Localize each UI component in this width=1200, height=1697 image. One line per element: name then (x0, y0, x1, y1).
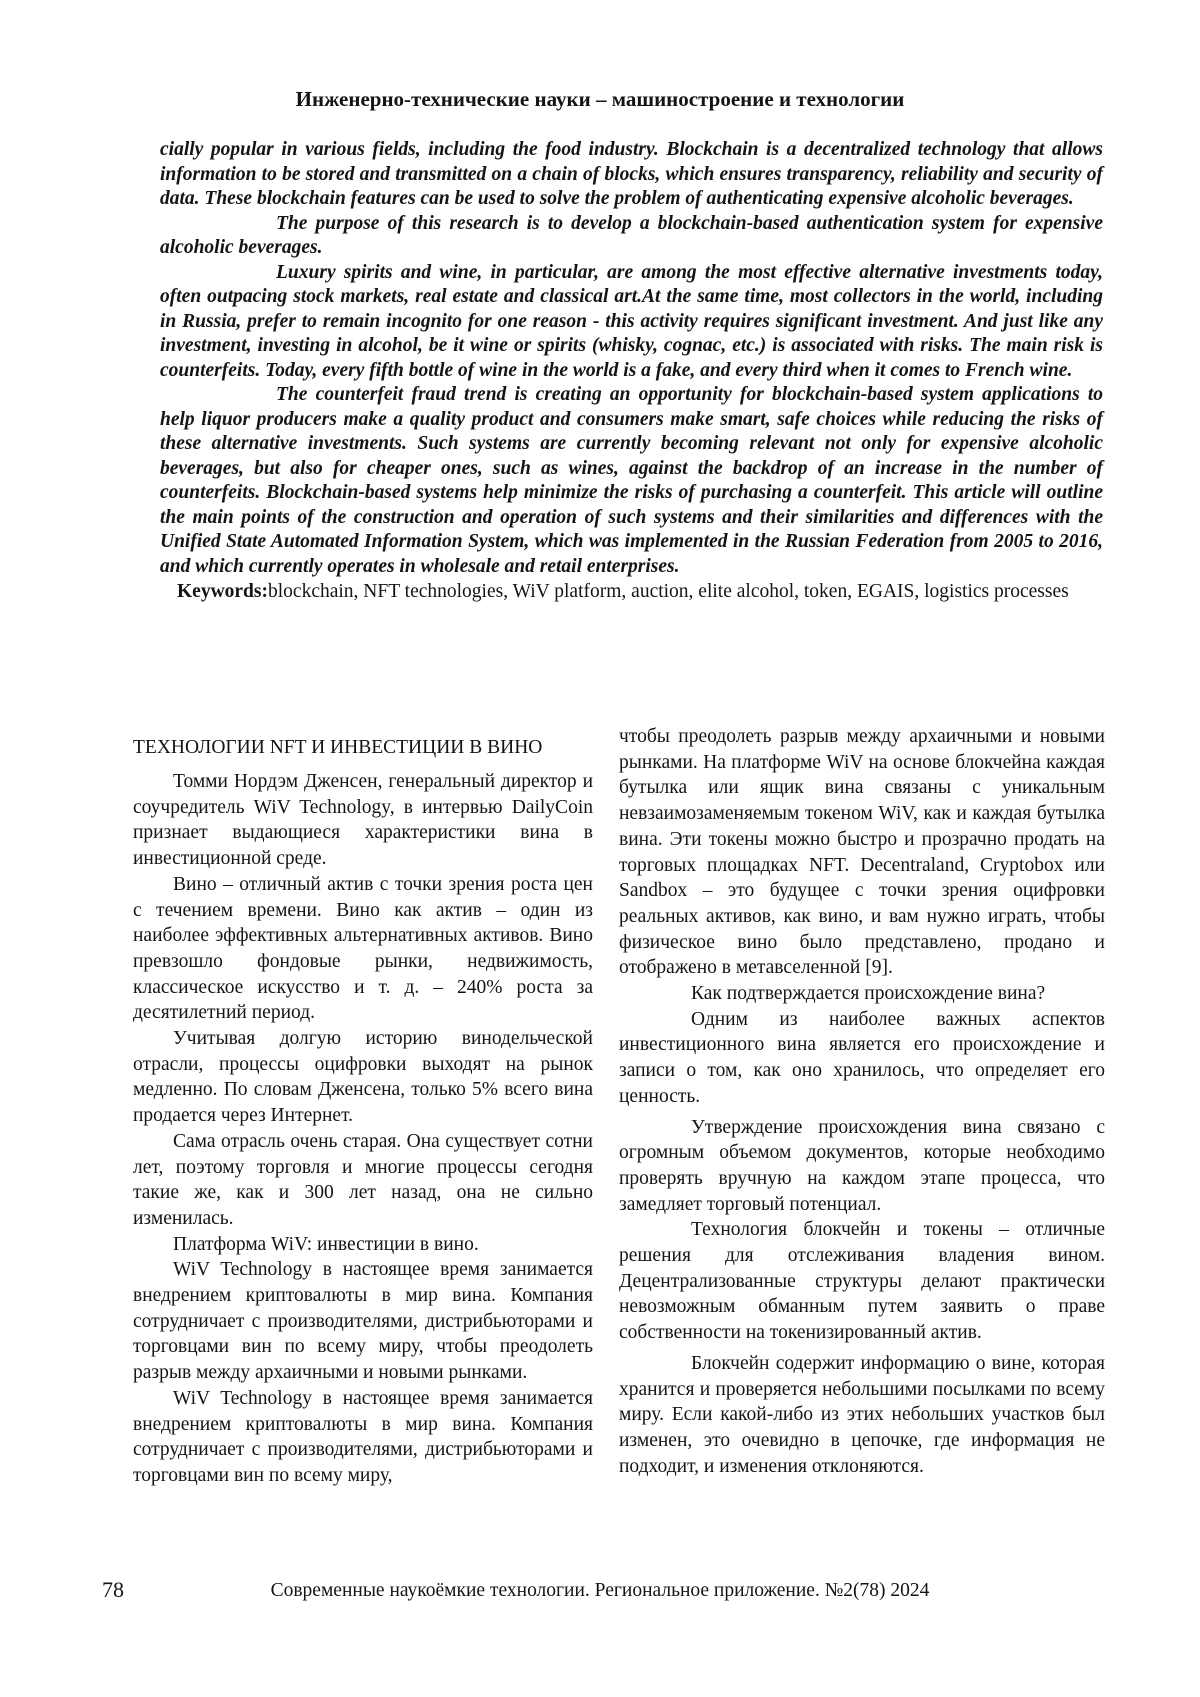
body-paragraph: Утверждение происхождения вина связано с огромным объемом документов, которые необходимо проверять вручную на каждом этапе процесса, что замедляет торговый потенциал. (619, 1116, 1105, 1215)
body-paragraph: WiV Technology в настоящее время занимается внедрением криптовалюты в мир вина. Компания сотрудничает с производителями, дистрибьюторами и торговцами вин по всему миру, (133, 1387, 593, 1486)
running-head: Инженерно-технические науки – машиностроение и технологии (295, 87, 905, 111)
subheading: Платформа WiV: инвестиции в вино. (173, 1233, 479, 1255)
body-paragraph: Одним из наиболее важных аспектов инвестиционного вина является его происхождение и записи о том, как оно хранилось, что определяет его ценность. (619, 1008, 1105, 1107)
body-paragraph: Учитывая долгую историю винодельческой отрасли, процессы оцифровки выходят на рынок медленно. По словам Дженсена, только 5% всего вина продается через Интернет. (133, 1028, 593, 1127)
abstract-paragraph: cially popular in various fields, including the food industry. Blockchain is a decentralized technology that allows information to be stored and transmitted on a chain of blocks, which ensures transparency, reliability and security of data. These blockchain features can be used to solve the problem of authenticating expensive alcoholic beverages. (160, 139, 1103, 209)
abstract (160, 138, 1103, 605)
keywords-label: Keywords: (177, 581, 268, 602)
body-paragraph: Сама отрасль очень старая. Она существует сотни лет, поэтому торговля и многие процессы сегодня такие же, как и 300 лет назад, она не сильно изменилась. (133, 1130, 593, 1229)
page-number: 78 (102, 1577, 124, 1602)
body-paragraph: чтобы преодолеть разрыв между архаичными и новыми рынками. На платформе WiV на основе блокчейна каждая бутылка или ящик вина связаны с уникальным невзаимозаменяемым токеном WiV, как и каждая бутылка вина. Эти токены можно быстро и прозрачно продать на торговых площадках NFT. Decentraland, Cryptobox или Sandbox – это будущее с точки зрения оцифровки реальных активов, как вино, и вам нужно играть, чтобы физическое вино было представлено, продано и отображено в метавселенной [9]. (619, 726, 1105, 979)
body-paragraph: Блокчейн содержит информацию о вине, которая хранится и проверяется небольшими посылками по всему миру. Если какой-либо из этих небольших участков был изменен, это очевидно в цепочке, где информация не подходит, и изменения отклоняются. (619, 1352, 1105, 1477)
abstract-paragraph: Luxury spirits and wine, in particular, are among the most effective alternative investments today, often outpacing stock markets, real estate and classical art.At the same time, most collectors in the world, including in Russia, prefer to remain incognito for one reason - this activity requires significant investment. And just like any investment, investing in alcohol, be it wine or spirits (whisky, cognac, etc.) is associated with risks. The main risk is counterfeits. Today, every fifth bottle of wine in the world is a fake, and every third when it comes to French wine. (160, 261, 1103, 381)
body-paragraph: Технология блокчейн и токены – отличные решения для отслеживания владения вином. Децентрализованные структуры делают практически невозможным обманным путем заявить о праве собственности на токенизированный актив. (619, 1219, 1105, 1344)
keywords-text: blockchain, NFT technologies, WiV platform, auction, elite alcohol, token, EGAIS, logistics processes (268, 581, 1069, 602)
right-column (619, 724, 1105, 1479)
body-paragraph: WiV Technology в настоящее время занимается внедрением криптовалюты в мир вина. Компания сотрудничает с производителями, дистрибьюторами и торговцами вин по всему миру, чтобы преодолеть разрыв между архаичными и новыми рынками. (133, 1259, 593, 1384)
subheading: Как подтверждается происхождение вина? (691, 983, 1046, 1005)
left-column (133, 735, 593, 1489)
journal-title: Современные наукоёмкие технологии. Региональное приложение. №2(78) 2024 (270, 1580, 930, 1601)
body-paragraph: Вино – отличный актив с точки зрения роста цен с течением времени. Вино как актив – один из наиболее эффективных альтернативных активов. Вино превзошло фондовые рынки, недвижимость, классическое искусство и т. д. – 240% роста за десятилетний период. (133, 873, 593, 1024)
section-title: ТЕХНОЛОГИИ NFT И ИНВЕСТИЦИИ В ВИНО (133, 737, 543, 758)
abstract-paragraph: The purpose of this research is to develop a blockchain-based authentication system for expensive alcoholic beverages. (160, 212, 1103, 258)
keywords (160, 580, 1103, 605)
body-paragraph: Томми Нордэм Дженсен, генеральный директор и соучредитель WiV Technology, в интервью DailyCoin признает выдающиеся характеристики вина в инвестиционной среде. (133, 771, 593, 870)
abstract-paragraph: The counterfeit fraud trend is creating an opportunity for blockchain-based system applications to help liquor producers make a quality product and consumers make smart, safe choices while reducing the risks of these alternative investments. Such systems are currently becoming relevant not only for expensive alcoholic beverages, but also for cheaper ones, such as wines, against the backdrop of an increase in the number of counterfeits. Blockchain-based systems help minimize the risks of purchasing a counterfeit. This article will outline the main points of the construction and operation of such systems and their similarities and differences with the Unified State Automated Information System, which was implemented in the Russian Federation from 2005 to 2016, and which currently operates in wholesale and retail enterprises. (160, 384, 1103, 577)
